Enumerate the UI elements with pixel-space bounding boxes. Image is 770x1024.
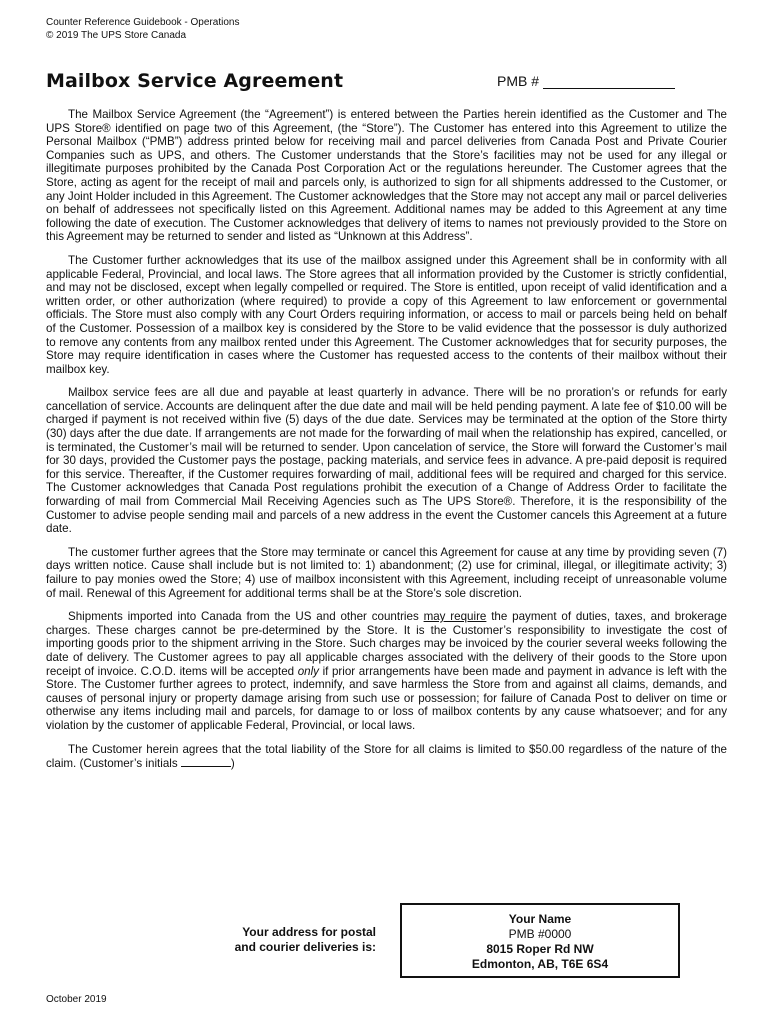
paragraph-4: The customer further agrees that the Store may terminate or cancel this Agreement for cause at any time by providing seven (7) days written notice. Cause shall include but is not limited to: 1) abandonment; (2) use for criminal, illegal, or illegitimate activity; 3) failure to pay monies owed the Store; 4) use of mailbox inconsistent with this Agreement, including receipt of unreasonable volume of mail. Renewal of this Agreement for additional terms shall be at the Store’s sole discretion. [46,545,727,600]
paragraph-6 [46,743,727,771]
address-name: Your Name [508,912,572,926]
address-box [400,903,680,978]
header-guidebook-title: Counter Reference Guidebook - Operations [46,17,240,28]
customer-initials-blank[interactable] [181,756,231,767]
paragraph-5-underlined: may require [423,610,487,624]
paragraph-2: The Customer further acknowledges that its use of the mailbox assigned under this Agreement shall be in conformity with all applicable Federal, Provincial, and local laws. The Store agrees that all information provided by the Customer is strictly confidential, and may not be disclosed, except when legally compelled or required. The Store is entitled, upon receipt of valid identification and a written order, or other authorization (where required) to provide a copy of this Agreement to law enforcement or governmental officials. The Store must also comply with any Court Orders requiring information, or access to mail or parcels being held on behalf of the Customer. Possession of a mailbox key is considered by the Store to be valid evidence that the possessor is duly authorized to remove any contents from any mailbox rented under this Agreement. The Customer acknowledges that for security purposes, the Store may require identification in cases where the Customer has requested access to the contents of their mailbox without their mailbox key. [46,253,727,376]
address-label-line-2: and courier deliveries is: [234,940,376,954]
page-title: Mailbox Service Agreement [46,70,344,92]
paragraph-5 [46,610,727,732]
pmb-field [497,73,675,89]
paragraph-5-italic: only [297,664,319,678]
pmb-label: PMB # [497,73,540,89]
address-label-line-1: Your address for postal [242,925,376,939]
header-copyright: © 2019 The UPS Store Canada [46,30,187,41]
agreement-body [46,108,727,782]
address-city: Edmonton, AB, T6E 6S4 [471,957,609,971]
address-label [196,925,376,955]
paragraph-5-text-b: the payment of duties, taxes, and brokerage charges. These charges cannot be pre-determined by the Store. It is the Customer’s responsibility to investigate the cost of importing goods prior to the shipment arriving in the Store. Such charges may be invoiced by the courier several weeks following the date of delivery. The Customer agrees to pay all applicable charges associated with the delivery of their goods to the Store upon receipt of invoice. C.O.D. items will be accepted [46,610,727,678]
paragraph-6-text-b: ) [230,757,235,771]
footer-date: October 2019 [46,994,107,1005]
paragraph-1: The Mailbox Service Agreement (the “Agreement”) is entered between the Parties herein identified as the Customer and The UPS Store® identified on page two of this Agreement, (the “Store”). The Customer has entered into this Agreement to utilize the Personal Mailbox (“PMB”) address printed below for receiving mail and parcel deliveries from Canada Post and Private Courier Companies such as UPS, and others. The Customer understands that the Store’s facilities may not be used for any illegal or illegitimate purposes prohibited by the Canada Post Corporation Act or the regulations hereunder. The Customer agrees that the Store, acting as agent for the receipt of mail and parcels only, is authorized to sign for all shipments addressed to the Customer, or any Joint Holder included in this Agreement. The Customer acknowledges that the Store may not accept any mail or parcel deliveries on behalf of addressees not specifically listed on this Agreement. Additional names may be added to this Agreement at any time following the date of execution. The Customer acknowledges that delivery of items to names not previously provided to the Store on this Agreement may be returned to sender and listed as “Unknown at this Address”. [46,108,727,244]
paragraph-3: Mailbox service fees are all due and payable at least quarterly in advance. There will be no proration’s or refunds for early cancellation of service. Accounts are delinquent after the due date and mail will be held pending payment. A late fee of $10.00 will be charged if payment is not received within five (5) days of the due date. Services may be terminated at the option of the Store thirty (30) days after the due date. If arrangements are not made for the forwarding of mail when the relationship has expired, cancelled, or is terminated, the Customer’s mail will be returned to sender. Upon cancelation of service, the Store will forward the Customer’s mail for 30 days, provided the Customer pays the postage, packing materials, and service fees in advance. A pre-paid deposit is required for this service. Thereafter, if the Customer requires forwarding of mail, additional fees will be required and charged for this service. The Customer acknowledges that Canada Post regulations prohibit the execution of a Change of Address Order to facilitate the forwarding of mail from Commercial Mail Receiving Agencies such as The UPS Store®. Therefore, it is the responsibility of the Customer to advise people sending mail and parcels of a new address in the event the Customer cancels this Agreement at a future date. [46,386,727,536]
address-pmb: PMB #0000 [508,927,572,941]
address-street: 8015 Roper Rd NW [486,942,594,956]
paragraph-6-text-a: The Customer herein agrees that the total liability of the Store for all claims is limited to $50.00 regardless of the nature of the claim. (Customer’s initials [46,742,727,771]
pmb-blank-line[interactable] [543,75,675,89]
paragraph-5-text-c: if prior arrangements have been made and payment in advance is left with the Store. The Customer further agrees to protect, indemnify, and save harmless the Store from and against all claims, demands, and causes of personal injury or property damage arising from such use or possession; for failure of Canada Post to deliver on time or otherwise any items including mail and parcels, for damage to or loss of mailbox contents by any cause whatsoever; and for any violation by the customer of applicable Federal, Provincial, or local laws. [46,664,727,732]
paragraph-5-text-a: Shipments imported into Canada from the US and other countries [68,610,424,624]
